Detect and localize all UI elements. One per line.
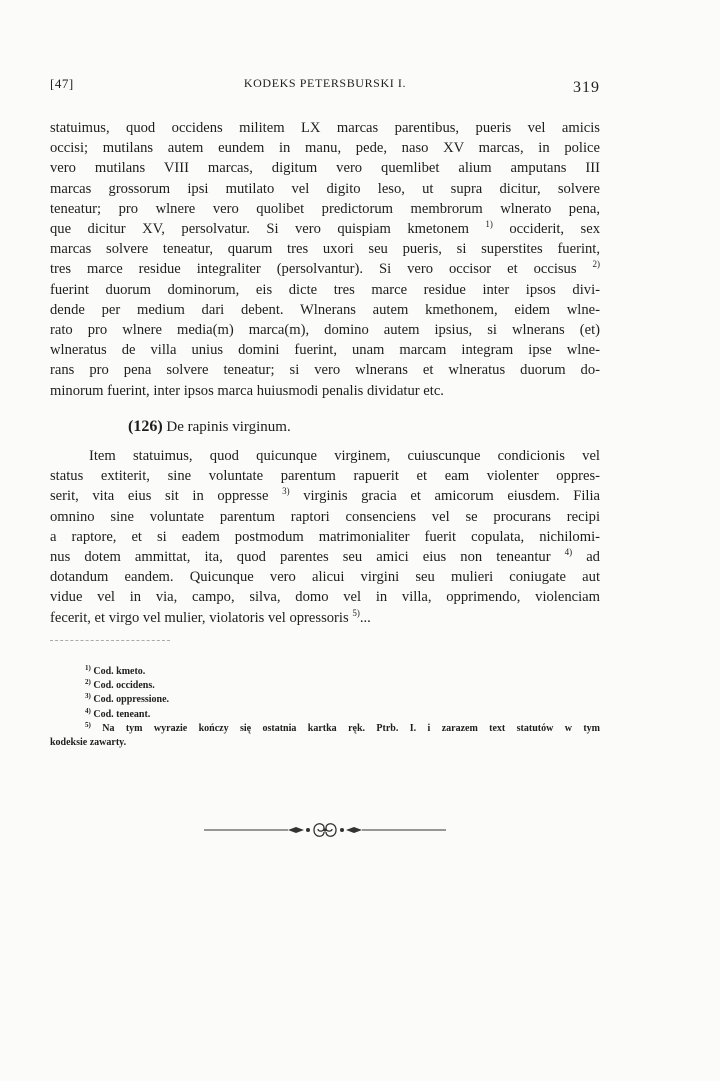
text-line: occisi; mutilans autem eundem in manu, pede, naso XV marcas, in police (50, 140, 600, 157)
paragraph-statute-126 (50, 446, 600, 628)
section-heading-title: De rapinis virginum. (162, 419, 291, 435)
text-fragment: fecerit, et virgo vel mulier, violatoris vel opressoris (50, 609, 349, 626)
footnote-ref-3[interactable]: 3) (282, 486, 290, 497)
page-number: 319 (573, 79, 600, 96)
text-line: wlneratus de villa unius domini fuerint, unam marcam integram ipse wlne- (50, 342, 600, 359)
text-ellipsis: ... (359, 609, 371, 626)
footnote-ref-2[interactable]: 2) (592, 259, 601, 270)
text-line: vidue vel in via, campo, silva, domo vel in villa, opprimendo, violenciam (50, 589, 600, 606)
text-line: rans pro pena solvere teneatur; si vero wlnerans et wlneratus duorum do- (50, 362, 600, 379)
footnote-mark: 2) (85, 678, 91, 687)
section-number: [47] (50, 76, 74, 91)
text-fragment: ad (572, 549, 600, 566)
text-line: marcas solvere teneatur, quarum tres uxori seu pueris, si superstites fuerint, (50, 241, 600, 258)
text-line: marcas grossorum ipsi mutilato vel digito leso, ut supra dicitur, solvere (50, 180, 600, 197)
text-line: rato pro wlnere media(m) marca(m), domino autem ipsius, si wlnerans (et) (50, 322, 600, 339)
running-title: KODEKS PETERSBURSKI I. (243, 76, 407, 90)
footnote-text: Cod. kmeto. (90, 666, 146, 677)
footnote-text: Cod. oppressione. (90, 694, 170, 706)
footnote-mark: 4) (85, 706, 91, 715)
footnote-2 (50, 679, 600, 693)
text-fragment: tres marce residue integraliter (persolvantur). Si vero occisor et occisus (50, 261, 577, 278)
footnote-mark: 5) (85, 720, 91, 729)
footnote-ref-1[interactable]: 1) (485, 219, 493, 230)
paragraph-statute-125-end (50, 118, 600, 401)
text-line: a raptore, et si eadem postmodum matrimonialiter fuerit copulata, nichilomi- (50, 528, 600, 545)
text-line: teneatur; pro wlnere vero quolibet predictorum membrorum wlnerato pena, (50, 200, 600, 217)
text-fragment: virginis gracia et amicorum eiusdem. Filia (289, 488, 600, 505)
running-header (50, 76, 600, 98)
footnote-text: Cod. teneant. (90, 708, 151, 720)
footnote-ref-4[interactable]: 4) (564, 547, 573, 558)
text-line: fuerint duorum dominorum, eis dicte tres marce residue inter ipsos divi- (50, 281, 600, 298)
text-line (50, 259, 600, 279)
section-heading-number: (126) (128, 418, 163, 435)
text-line (50, 486, 600, 506)
text-line: status extiterit, sine voluntate parentum rapuerit et eam violenter oppres- (50, 468, 600, 485)
text-line: omnino sine voluntate parentum raptori consenciens vel se procurans recipi (50, 508, 600, 525)
text-line: statuimus, quod occidens militem LX marcas parentibus, pueris vel amicis (50, 120, 600, 136)
footnote-text: Cod. occidens. (90, 680, 155, 692)
text-line (50, 547, 600, 567)
text-line (50, 608, 600, 628)
text-line: Item statuimus, quod quicunque virginem, cuiuscunque condicionis vel (89, 448, 600, 464)
text-line: dotandum eandem. Quicunque vero alicui virgini seu mulieri coniugate aut (50, 569, 600, 586)
text-line (50, 219, 600, 239)
footnote-text: Na tym wyrazie kończy się ostatnia kartka ręk. Ptrb. I. i zarazem text statutów w tym (90, 722, 600, 734)
end-ornament-icon (204, 818, 446, 842)
text-line: minorum fuerint, inter ipsos marca huiusmodi penalis dividatur etc. (50, 382, 444, 399)
section-heading (128, 418, 291, 436)
text-fragment: que dicitur XV, persolvatur. Si vero quispiam kmetonem (50, 221, 469, 238)
footnote-5 (50, 722, 600, 736)
footnote-mark: 3) (85, 692, 91, 701)
footnotes (50, 665, 600, 750)
footnote-1 (50, 665, 600, 679)
footnote-ref-5[interactable]: 5) (352, 607, 360, 618)
footnote-4 (50, 708, 600, 722)
text-fragment: nus dotem ammittat, ita, quod parentes seu amici eius non teneantur (50, 549, 551, 566)
text-fragment: serit, vita eius sit in oppresse (50, 488, 269, 505)
text-fragment: occiderit, sex (492, 221, 600, 238)
text-line: dende per medium dari debent. Wlnerans autem kmethonem, eidem wlne- (50, 301, 600, 318)
footnote-5-continuation: kodeksie zawarty. (50, 737, 127, 749)
footnote-3 (50, 693, 600, 707)
footnote-mark: 1) (85, 664, 91, 672)
footnote-separator (50, 640, 170, 641)
text-line: vero mutilans VIII marcas, digitum vero quemlibet alium amputans III (50, 160, 600, 177)
